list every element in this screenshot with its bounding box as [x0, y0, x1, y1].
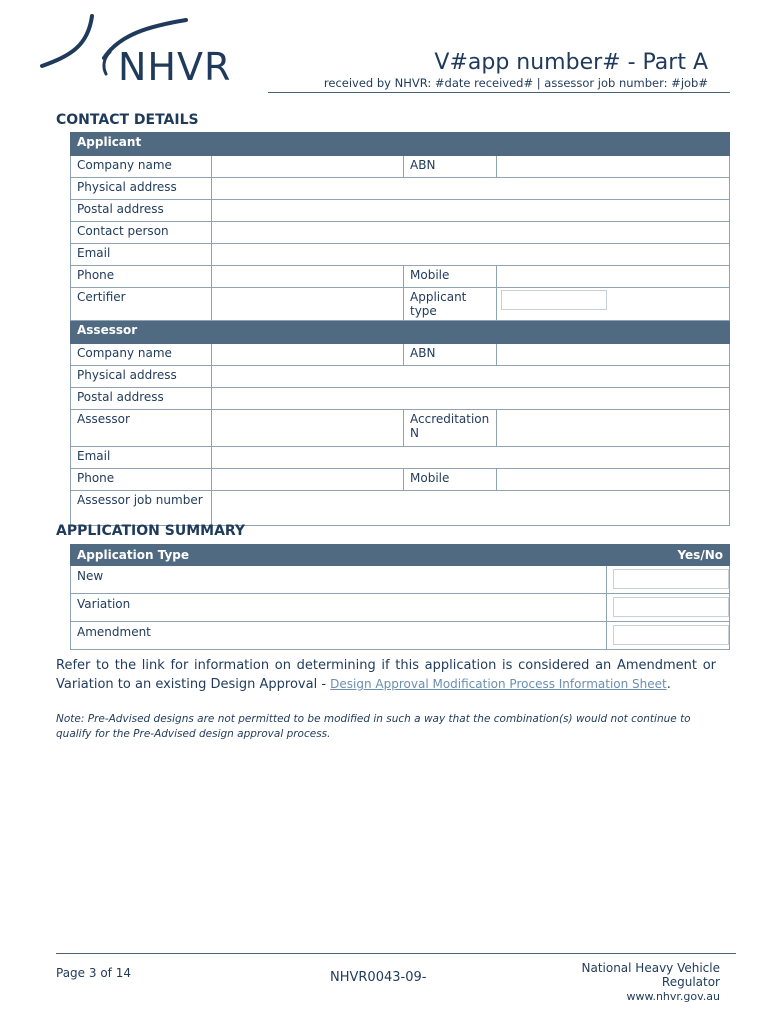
- org-website: www.nhvr.gov.au: [626, 990, 720, 1003]
- org-name-line1: National Heavy Vehicle: [581, 961, 720, 975]
- applicant-email-field[interactable]: [212, 244, 730, 266]
- assessor-physical-address-label: Physical address: [71, 366, 212, 388]
- assessor-email-label: Email: [71, 447, 212, 469]
- org-name-line2: Regulator: [661, 975, 720, 989]
- modification-info-paragraph: [56, 657, 716, 694]
- yes-no-variation-cell: [607, 594, 730, 622]
- applicant-certifier-field[interactable]: [212, 288, 404, 321]
- paragraph-text: Refer to the link for information on determining if this application is considered an Amendment or Variation to an existing Design Approval -: [56, 658, 716, 692]
- yes-no-header: Yes/No: [607, 545, 730, 566]
- org-name: [581, 961, 720, 989]
- yes-no-variation-select[interactable]: [613, 597, 729, 617]
- application-type-variation: Variation: [71, 594, 607, 622]
- applicant-type-cell: [497, 288, 730, 321]
- assessor-postal-address-label: Postal address: [71, 388, 212, 410]
- applicant-postal-address-label: Postal address: [71, 200, 212, 222]
- pre-advised-note: Note: Pre-Advised designs are not permitted to be modified in such a way that the combination(s) would not continue to qualify for the Pre-Advised design approval process.: [56, 713, 691, 740]
- document-subtitle: received by NHVR: #date received# | assessor job number: #job#: [323, 76, 708, 90]
- applicant-postal-address-field[interactable]: [212, 200, 730, 222]
- assessor-postal-address-field[interactable]: [212, 388, 730, 410]
- assessor-mobile-field[interactable]: [497, 469, 730, 491]
- assessor-accreditation-label: Accreditation N: [404, 410, 497, 447]
- applicant-contact-person-label: Contact person: [71, 222, 212, 244]
- assessor-physical-address-field[interactable]: [212, 366, 730, 388]
- paragraph-end: .: [666, 677, 671, 692]
- footer-divider: [56, 953, 736, 954]
- yes-no-amendment-cell: [607, 622, 730, 650]
- assessor-name-field[interactable]: [212, 410, 404, 447]
- applicant-phone-field[interactable]: [212, 266, 404, 288]
- logo-wordmark: NHVR: [118, 45, 232, 89]
- contact-details-heading: CONTACT DETAILS: [56, 112, 199, 128]
- applicant-email-label: Email: [71, 244, 212, 266]
- assessor-email-field[interactable]: [212, 447, 730, 469]
- applicant-physical-address-label: Physical address: [71, 178, 212, 200]
- yes-no-new-select[interactable]: [613, 569, 729, 589]
- applicant-phone-label: Phone: [71, 266, 212, 288]
- application-type-header: Application Type: [71, 545, 607, 566]
- applicant-contact-person-field[interactable]: [212, 222, 730, 244]
- assessor-job-number-label: Assessor job number: [71, 491, 212, 526]
- modification-info-link[interactable]: Design Approval Modification Process Information Sheet: [330, 677, 667, 691]
- applicant-type-label: Applicant type: [404, 288, 497, 321]
- applicant-type-select[interactable]: [501, 290, 607, 310]
- assessor-phone-field[interactable]: [212, 469, 404, 491]
- applicant-heading: Applicant: [71, 133, 730, 156]
- assessor-mobile-label: Mobile: [404, 469, 497, 491]
- page-number: Page 3 of 14: [56, 966, 131, 980]
- assessor-name-label: Assessor: [71, 410, 212, 447]
- assessor-abn-field[interactable]: [497, 344, 730, 366]
- assessor-accreditation-field[interactable]: [497, 410, 730, 447]
- applicant-certifier-label: Certifier: [71, 288, 212, 321]
- applicant-abn-label: ABN: [404, 156, 497, 178]
- assessor-heading: Assessor: [71, 321, 730, 344]
- header-divider: [268, 92, 730, 93]
- application-type-amendment: Amendment: [71, 622, 607, 650]
- document-title: V#app number# - Part A: [434, 50, 708, 75]
- document-code: NHVR0043-09-: [330, 970, 427, 985]
- application-type-new: New: [71, 566, 607, 594]
- assessor-company-field[interactable]: [212, 344, 404, 366]
- assessor-phone-label: Phone: [71, 469, 212, 491]
- yes-no-amendment-select[interactable]: [613, 625, 729, 645]
- applicant-mobile-field[interactable]: [497, 266, 730, 288]
- application-summary-table: [70, 544, 730, 650]
- applicant-company-label: Company name: [71, 156, 212, 178]
- assessor-company-label: Company name: [71, 344, 212, 366]
- application-summary-heading: APPLICATION SUMMARY: [56, 523, 246, 539]
- assessor-job-number-field[interactable]: [212, 491, 730, 526]
- applicant-abn-field[interactable]: [497, 156, 730, 178]
- assessor-abn-label: ABN: [404, 344, 497, 366]
- contact-details-table: [70, 132, 730, 526]
- yes-no-new-cell: [607, 566, 730, 594]
- applicant-mobile-label: Mobile: [404, 266, 497, 288]
- applicant-company-field[interactable]: [212, 156, 404, 178]
- applicant-physical-address-field[interactable]: [212, 178, 730, 200]
